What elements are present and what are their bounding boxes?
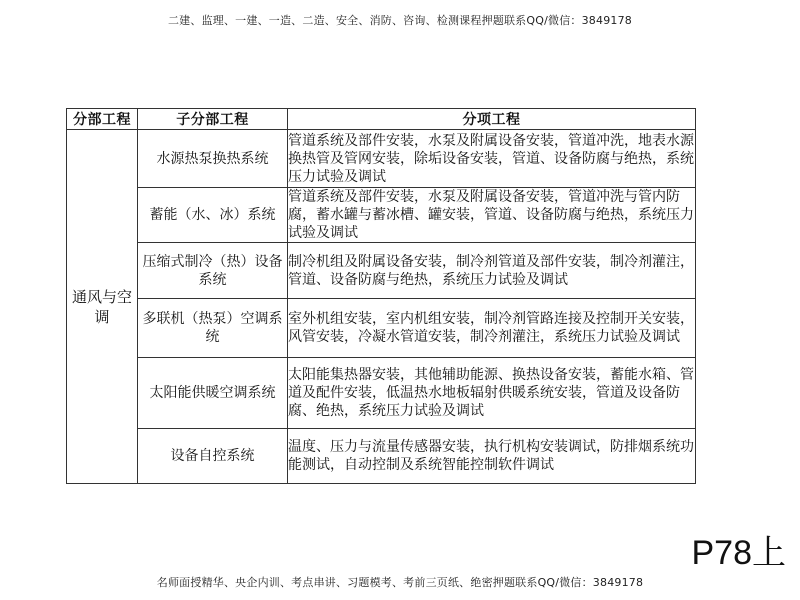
table-row: [67, 130, 696, 188]
table-row: [67, 429, 696, 484]
subdivision-cell: 设备自控系统: [138, 429, 288, 484]
subdivision-cell: 压缩式制冷（热）设备系统: [138, 243, 288, 299]
page-footer-text: 名师面授精华、央企内训、考点串讲、习题模考、考前三页纸、绝密押题联系QQ/微信：3849178: [156, 576, 644, 589]
header-items: 分项工程: [288, 109, 696, 130]
subdivision-cell: 水源热泵换热系统: [138, 130, 288, 188]
items-cell: 管道系统及部件安装，水泵及附属设备安装，管道冲洗，地表水源换热管及管网安装，除垢设备安装，管道、设备防腐与绝热，系统压力试验及调试: [288, 130, 696, 188]
subdivision-cell: 多联机（热泵）空调系统: [138, 299, 288, 358]
engineering-division-table: [66, 108, 696, 484]
items-cell: 太阳能集热器安装，其他辅助能源、换热设备安装，蓄能水箱、管道及配件安装，低温热水地板辐射供暖系统安装，管道及设备防腐、绝热，系统压力试验及调试: [288, 358, 696, 429]
table-row: [67, 188, 696, 243]
subdivision-cell: 蓄能（水、冰）系统: [138, 188, 288, 243]
subdivision-cell: 太阳能供暖空调系统: [138, 358, 288, 429]
items-cell: 室外机组安装，室内机组安装，制冷剂管路连接及控制开关安装，风管安装，冷凝水管道安装，制冷剂灌注，系统压力试验及调试: [288, 299, 696, 358]
table-row: [67, 243, 696, 299]
division-cell: 通风与空调: [67, 130, 138, 484]
items-cell: 管道系统及部件安装，水泵及附属设备安装，管道冲洗与管内防腐，蓄水罐与蓄冰槽、罐安装，管道、设备防腐与绝热，系统压力试验及调试: [288, 189, 694, 241]
table-header-row: [67, 109, 696, 130]
table-row: [67, 299, 696, 358]
header-subdivision: 子分部工程: [138, 109, 288, 130]
page-number-label: P78上: [691, 534, 786, 572]
table-row: [67, 358, 696, 429]
header-division: 分部工程: [67, 109, 138, 130]
items-cell: 制冷机组及附属设备安装，制冷剂管道及部件安装，制冷剂灌注，管道、设备防腐与绝热，系统压力试验及调试: [288, 243, 696, 299]
page-header-text: 二建、监理、一建、一造、二造、安全、消防、咨询、检测课程押题联系QQ/微信：3849178: [167, 14, 632, 27]
items-cell: 温度、压力与流量传感器安装，执行机构安装调试，防排烟系统功能测试，自动控制及系统智能控制软件调试: [288, 429, 696, 484]
